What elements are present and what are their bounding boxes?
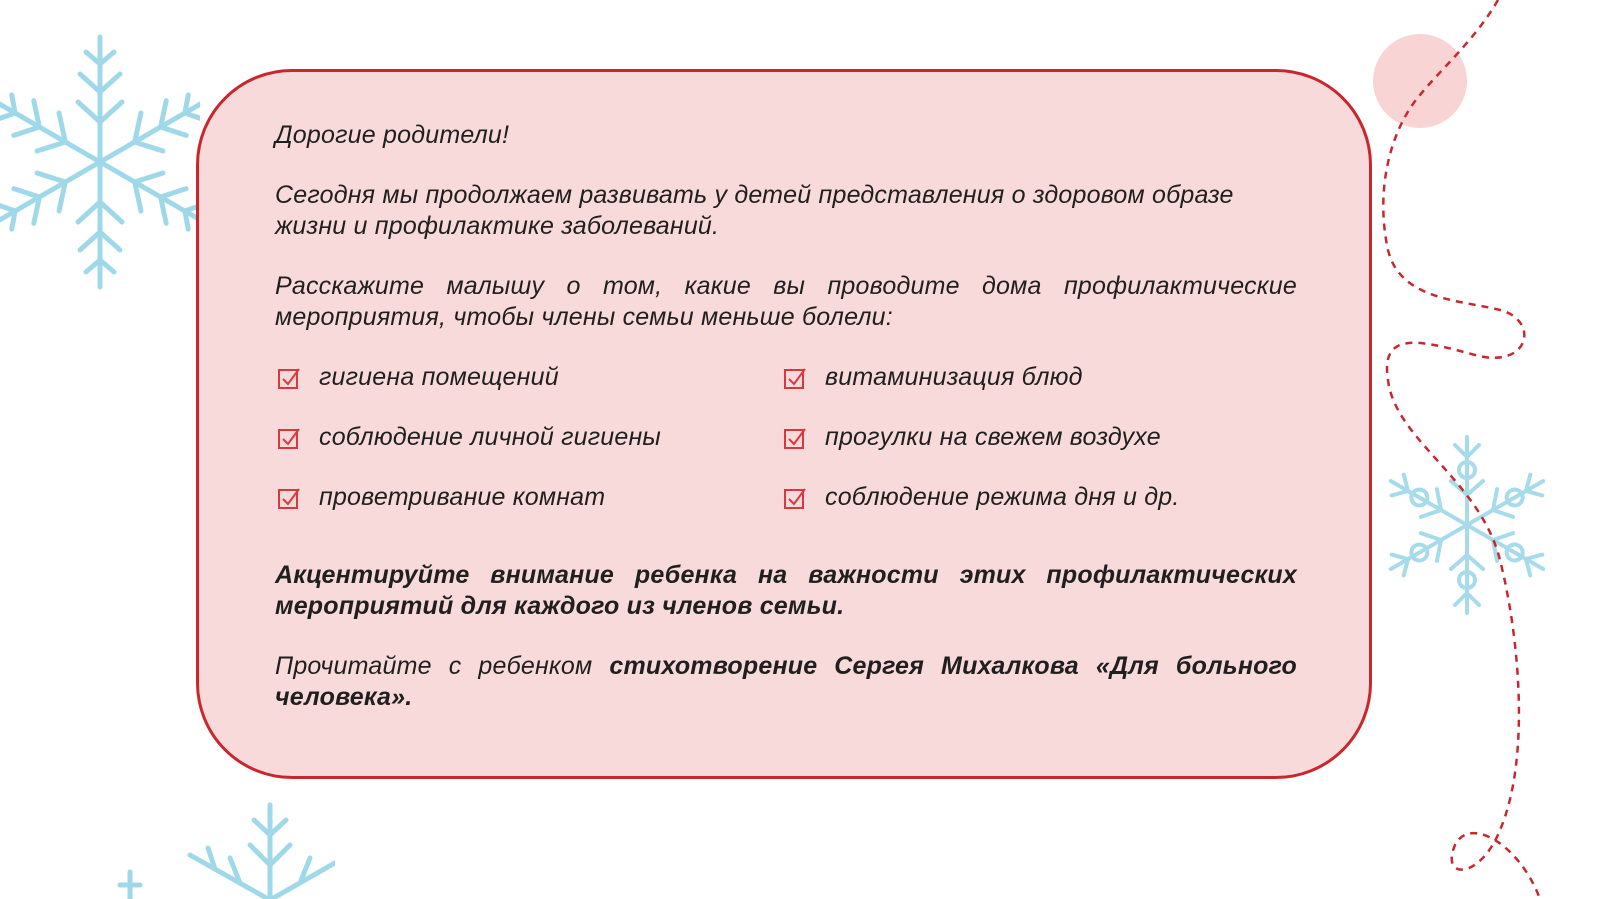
dashed-thread: [1380, 0, 1600, 899]
request-paragraph: Расскажите малышу о том, какие вы проводите дома профилактические мероприятия, чтобы члены семьи меньше болели:: [275, 272, 1297, 331]
snowflake-icon: [0, 20, 200, 305]
list-item: [275, 422, 781, 453]
list-item: [275, 362, 781, 393]
accent-paragraph: Акцентируйте внимание ребенка на важности этих профилактических мероприятий для каждого из членов семьи.: [275, 561, 1297, 620]
list-item-label: гигиена помещений: [319, 363, 559, 391]
intro-paragraph: Сегодня мы продолжаем развивать у детей представления о здоровом образе жизни и профилактике заболеваний.: [275, 181, 1234, 240]
list-item: [781, 422, 1291, 453]
greeting: Дорогие родители!: [275, 121, 510, 149]
list-item: [781, 482, 1291, 513]
list-item-label: соблюдение режима дня и др.: [825, 483, 1180, 511]
poem-title: стихотворение Сергея Михалкова «Для больного человека».: [275, 652, 1298, 711]
list-item-label: витаминизация блюд: [825, 363, 1083, 391]
checkbox-checked-icon: [783, 366, 807, 390]
pink-circle: [1372, 33, 1468, 129]
checkbox-checked-icon: [277, 426, 301, 450]
list-item-label: прогулки на свежем воздухе: [825, 423, 1161, 451]
checkbox-checked-icon: [277, 486, 301, 510]
checkbox-checked-icon: [277, 366, 301, 390]
checkbox-checked-icon: [783, 426, 807, 450]
message-card: [196, 69, 1372, 779]
reading-paragraph: [275, 651, 1297, 713]
checkbox-checked-icon: [783, 486, 807, 510]
snowflake-icon: [1375, 430, 1560, 620]
list-item: [781, 362, 1291, 393]
letter-body: [275, 120, 1297, 713]
list-item-label: проветривание комнат: [319, 483, 606, 511]
reading-prefix: Прочитайте с ребенком: [275, 652, 610, 680]
list-item-label: соблюдение личной гигиены: [319, 423, 662, 451]
snowflake-icon: [95, 790, 335, 899]
list-item: [275, 482, 781, 513]
checklist: [275, 362, 1297, 513]
